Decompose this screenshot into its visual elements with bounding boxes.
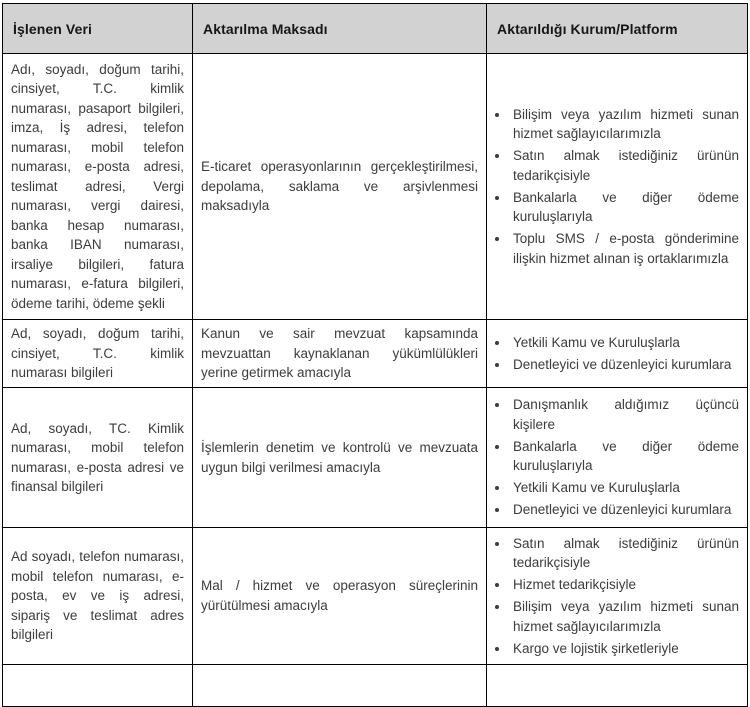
platform-item: • Danışmanlık aldığımız üçüncü kişilere <box>510 395 739 434</box>
cell-aktarilma-maksadi <box>193 664 487 706</box>
islenen-veri-text: Ad soyadı, telefon numarası, mobil telefon numarası, e-posta, ev ve iş adresi, sipariş ve teslimat adres bilgileri <box>11 549 184 642</box>
islenen-veri-text: Ad, soyadı, doğum tarihi, cinsiyet, T.C. kimlik numarası bilgileri <box>11 326 184 381</box>
cell-aktarildigi-kurum <box>487 664 748 706</box>
platform-item: • Satın almak istediğiniz ürünün tedarikçisiyle <box>510 146 739 185</box>
platform-item: • Hizmet tedarikçisiyle <box>510 575 739 595</box>
platform-list <box>495 105 739 269</box>
platform-list <box>495 395 739 520</box>
platform-item: • Denetleyici ve düzenleyici kurumlara <box>510 355 739 375</box>
table-row <box>3 320 748 388</box>
platform-list <box>495 534 739 659</box>
cell-aktarilma-maksadi <box>193 320 487 388</box>
cell-islenen-veri <box>3 320 193 388</box>
header-islenen-veri: İşlenen Veri <box>3 4 193 54</box>
platform-item: • Bankalarla ve diğer ödeme kuruluşlarıyla <box>510 188 739 227</box>
data-transfer-table <box>2 3 748 707</box>
aktarilma-maksadi-text: Mal / hizmet ve operasyon süreçlerinin yürütülmesi amacıyla <box>201 578 478 613</box>
platform-item: • Yetkili Kamu ve Kuruluşlarla <box>510 478 739 498</box>
cell-aktarilma-maksadi <box>193 54 487 320</box>
table-header-row <box>3 4 748 54</box>
platform-item: • Satın almak istediğiniz ürünün tedarikçisiyle <box>510 534 739 573</box>
platform-item: • Yetkili Kamu ve Kuruluşlarla <box>510 333 739 353</box>
cell-aktarildigi-kurum <box>487 528 748 665</box>
islenen-veri-text: Adı, soyadı, doğum tarihi, cinsiyet, T.C. kimlik numarası, pasaport bilgileri, imza, İş adresi, telefon numarası, mobil telefon numarası, e-posta adresi, teslimat adresi, Vergi numarası, vergi dairesi, banka hesap numarası, banka IBAN numarası, irsaliye bilgileri, fatura numarası, e-fatura bilgileri, ödeme tarihi, ödeme şekli <box>11 61 184 311</box>
aktarilma-maksadi-text: E-ticaret operasyonlarının gerçekleştirilmesi, depolama, saklama ve arşivlenmesi maksadıyla <box>201 159 478 214</box>
platform-item: • Toplu SMS / e-posta gönderimine ilişkin hizmet alınan iş ortaklarımızla <box>510 229 739 268</box>
header-aktarilma-maksadi: Aktarılma Maksadı <box>193 4 487 54</box>
platform-item: • Bankalarla ve diğer ödeme kuruluşlarıyla <box>510 437 739 476</box>
table-row <box>3 528 748 665</box>
islenen-veri-text: Ad, soyadı, TC. Kimlik numarası, mobil telefon numarası, e-posta adresi ve finansal bilgileri <box>11 420 184 494</box>
cell-aktarilma-maksadi <box>193 388 487 528</box>
platform-item: • Bilişim veya yazılım hizmeti sunan hizmet sağlayıcılarımızla <box>510 105 739 144</box>
platform-item: • Denetleyici ve düzenleyici kurumlara <box>510 500 739 520</box>
table-row-clipped <box>3 664 748 706</box>
aktarilma-maksadi-text: İşlemlerin denetim ve kontrolü ve mevzuata uygun bilgi verilmesi amacıyla <box>201 440 478 475</box>
aktarilma-maksadi-text: Kanun ve sair mevzuat kapsamında mevzuattan kaynaklanan yükümlülükleri yerine getirmek amacıyla <box>201 326 478 381</box>
cell-aktarilma-maksadi <box>193 528 487 665</box>
cell-islenen-veri <box>3 388 193 528</box>
cell-aktarildigi-kurum <box>487 54 748 320</box>
platform-list <box>495 333 739 375</box>
cell-islenen-veri <box>3 664 193 706</box>
table-row <box>3 54 748 320</box>
cell-aktarildigi-kurum <box>487 320 748 388</box>
platform-item: • Bilişim veya yazılım hizmeti sunan hizmet sağlayıcılarımızla <box>510 597 739 636</box>
cell-aktarildigi-kurum <box>487 388 748 528</box>
header-aktarildigi-kurum-platform: Aktarıldığı Kurum/Platform <box>487 4 748 54</box>
cell-islenen-veri <box>3 54 193 320</box>
cell-islenen-veri <box>3 528 193 665</box>
platform-item: • Kargo ve lojistik şirketleriyle <box>510 639 739 659</box>
table-row <box>3 388 748 528</box>
